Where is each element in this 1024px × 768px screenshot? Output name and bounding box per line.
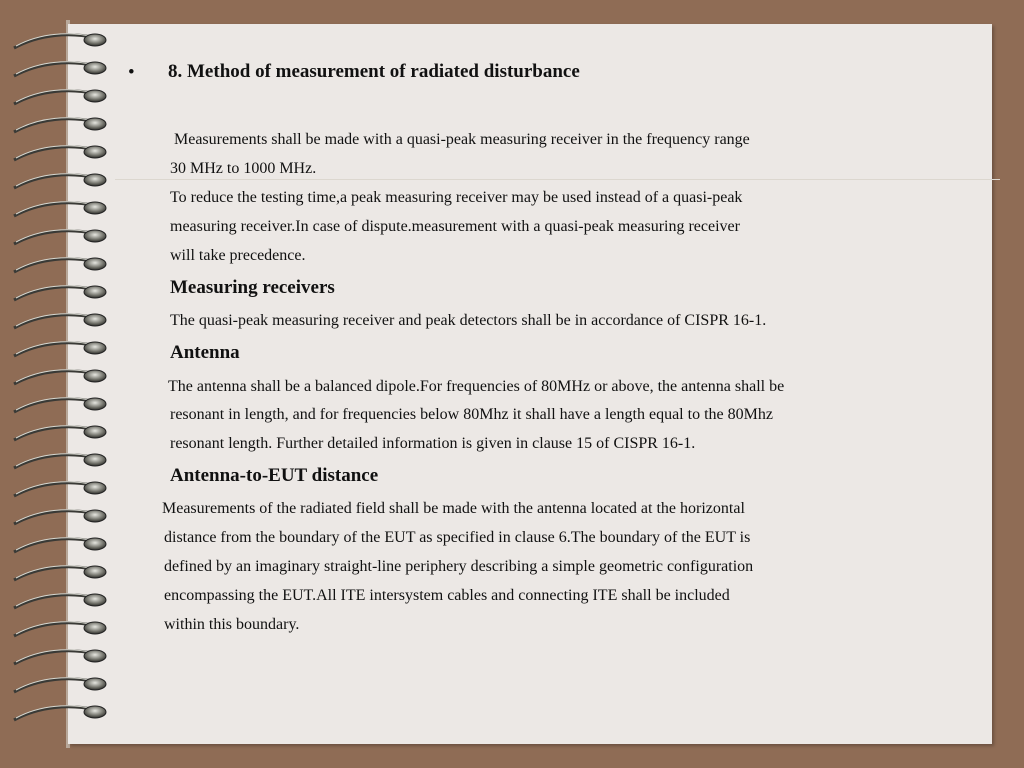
spiral-ring [84,482,106,494]
spiral-ring [84,230,106,242]
para1-line-1: Measurements shall be made with a quasi-peak measuring receiver in the frequency range [174,131,750,148]
antenna-line-3: resonant length. Further detailed information is given in clause 15 of CISPR 16-1. [170,435,696,452]
heading-measuring-receivers: Measuring receivers [170,277,335,298]
spiral-binding [0,0,130,768]
spiral-ring [84,650,106,662]
slide-title: 8. Method of measurement of radiated disturbance [168,61,580,82]
heading-antenna-to-eut-distance: Antenna-to-EUT distance [170,465,379,486]
spiral-ring [84,342,106,354]
spiral-ring [84,426,106,438]
spiral-ring [84,146,106,158]
spiral-ring [84,510,106,522]
distance-line-3: defined by an imaginary straight-line periphery describing a simple geometric configuration [164,558,754,575]
spiral-ring [84,286,106,298]
spiral-ring [84,202,106,214]
spiral-ring [84,538,106,550]
spiral-ring [84,90,106,102]
bullet-glyph: • [128,62,135,83]
spiral-ring [84,62,106,74]
spiral-ring [84,678,106,690]
para1-line-2: 30 MHz to 1000 MHz. [170,160,317,177]
spiral-ring [84,566,106,578]
faint-rule-line [115,179,1000,180]
distance-line-4: encompassing the EUT.All ITE intersystem cables and connecting ITE shall be included [164,587,730,604]
heading-antenna: Antenna [170,342,240,363]
spiral-ring [84,258,106,270]
para2-line-1: To reduce the testing time,a peak measuring receiver may be used instead of a quasi-peak [170,189,743,206]
para2-line-2: measuring receiver.In case of dispute.measurement with a quasi-peak measuring receiver [170,218,740,235]
distance-line-2: distance from the boundary of the EUT as specified in clause 6.The boundary of the EUT is [164,529,751,546]
spiral-ring [84,34,106,46]
distance-line-5: within this boundary. [164,616,300,633]
receivers-line-1: The quasi-peak measuring receiver and peak detectors shall be in accordance of CISPR 16-1. [170,312,767,329]
spiral-ring [84,314,106,326]
distance-line-1: Measurements of the radiated field shall be made with the antenna located at the horizontal [162,500,745,517]
spiral-ring [84,398,106,410]
spiral-ring [84,370,106,382]
spiral-ring [84,454,106,466]
spiral-ring [84,174,106,186]
spiral-ring [84,594,106,606]
spiral-ring [84,118,106,130]
antenna-line-1: The antenna shall be a balanced dipole.For frequencies of 80MHz or above, the antenna shall be [168,378,785,395]
spiral-ring [84,622,106,634]
antenna-line-2: resonant in length, and for frequencies below 80Mhz it shall have a length equal to the 80Mhz [170,406,773,423]
spiral-ring [84,706,106,718]
para2-line-3: will take precedence. [170,247,306,264]
